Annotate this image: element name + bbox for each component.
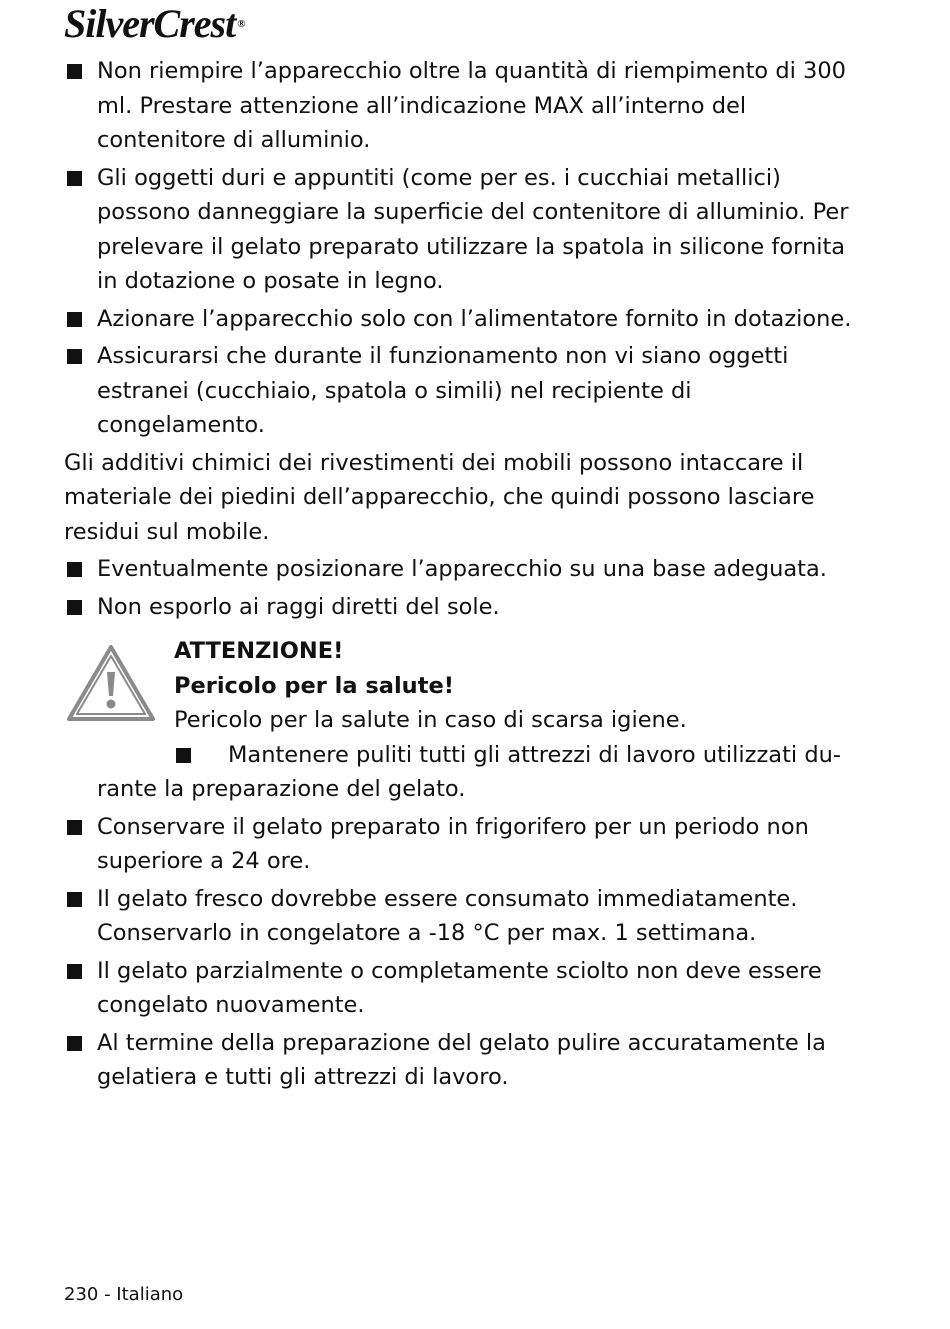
warning-list-item-continuation: rante la preparazione del gelato. bbox=[97, 776, 466, 802]
warning-triangle-icon bbox=[66, 644, 156, 722]
list-item: Conservare il gelato preparato in frigorifero per un periodo non superiore a 24 ore. bbox=[64, 810, 864, 879]
page-content bbox=[64, 54, 864, 1095]
list-item: Al termine della preparazione del gelato pulire accuratamente la gelatiera e tutti gli attrezzi di lavoro. bbox=[64, 1026, 864, 1095]
list-item: Non esporlo ai raggi diretti del sole. bbox=[64, 590, 864, 625]
list-item: Non riempire l’apparecchio oltre la quantità di riempimento di 300 ml. Prestare attenzione all’indicazione MAX all’interno del contenitore di alluminio. bbox=[64, 54, 864, 158]
warning-list-item: Mantenere puliti tutti gli attrezzi di lavoro utilizzati du- bbox=[64, 738, 864, 773]
brand-logo bbox=[64, 2, 244, 46]
warning-title: ATTENZIONE! bbox=[174, 638, 344, 664]
warning-block bbox=[64, 634, 864, 807]
body-paragraph: Gli additivi chimici dei rivestimenti dei mobili possono intaccare il materiale dei piedini dell’apparecchio, che quindi possono lasciare residui sul mobile. bbox=[64, 449, 815, 545]
list-item: Il gelato fresco dovrebbe essere consumato immediatamente. Conservarlo in congelatore a -18 °C per max. 1 settimana. bbox=[64, 882, 864, 951]
list-item: Il gelato parzialmente o completamente sciolto non deve essere congelato nuovamente. bbox=[64, 954, 864, 1023]
list-item: Gli oggetti duri e appuntiti (come per es. i cucchiai metallici) possono danneggiare la superficie del contenitore di alluminio. Per prelevare il gelato preparato utilizzare la spatola in silicone fornita in dotazione o posate in legno. bbox=[64, 161, 864, 299]
warning-text: Pericolo per la salute in caso di scarsa igiene. bbox=[174, 707, 687, 733]
warning-subtitle: Pericolo per la salute! bbox=[174, 672, 454, 699]
brand-logo-text: SilverCrest bbox=[64, 1, 236, 46]
list-item: Assicurarsi che durante il funzionamento non vi siano oggetti estranei (cucchiaio, spatola o simili) nel recipiente di congelamento. bbox=[64, 339, 864, 443]
page-footer: 230 - Italiano bbox=[64, 1284, 184, 1305]
registered-mark: ® bbox=[237, 18, 245, 30]
list-item: Eventualmente posizionare l’apparecchio su una base adeguata. bbox=[64, 552, 864, 587]
list-item: Azionare l’apparecchio solo con l’alimentatore fornito in dotazione. bbox=[64, 302, 864, 337]
